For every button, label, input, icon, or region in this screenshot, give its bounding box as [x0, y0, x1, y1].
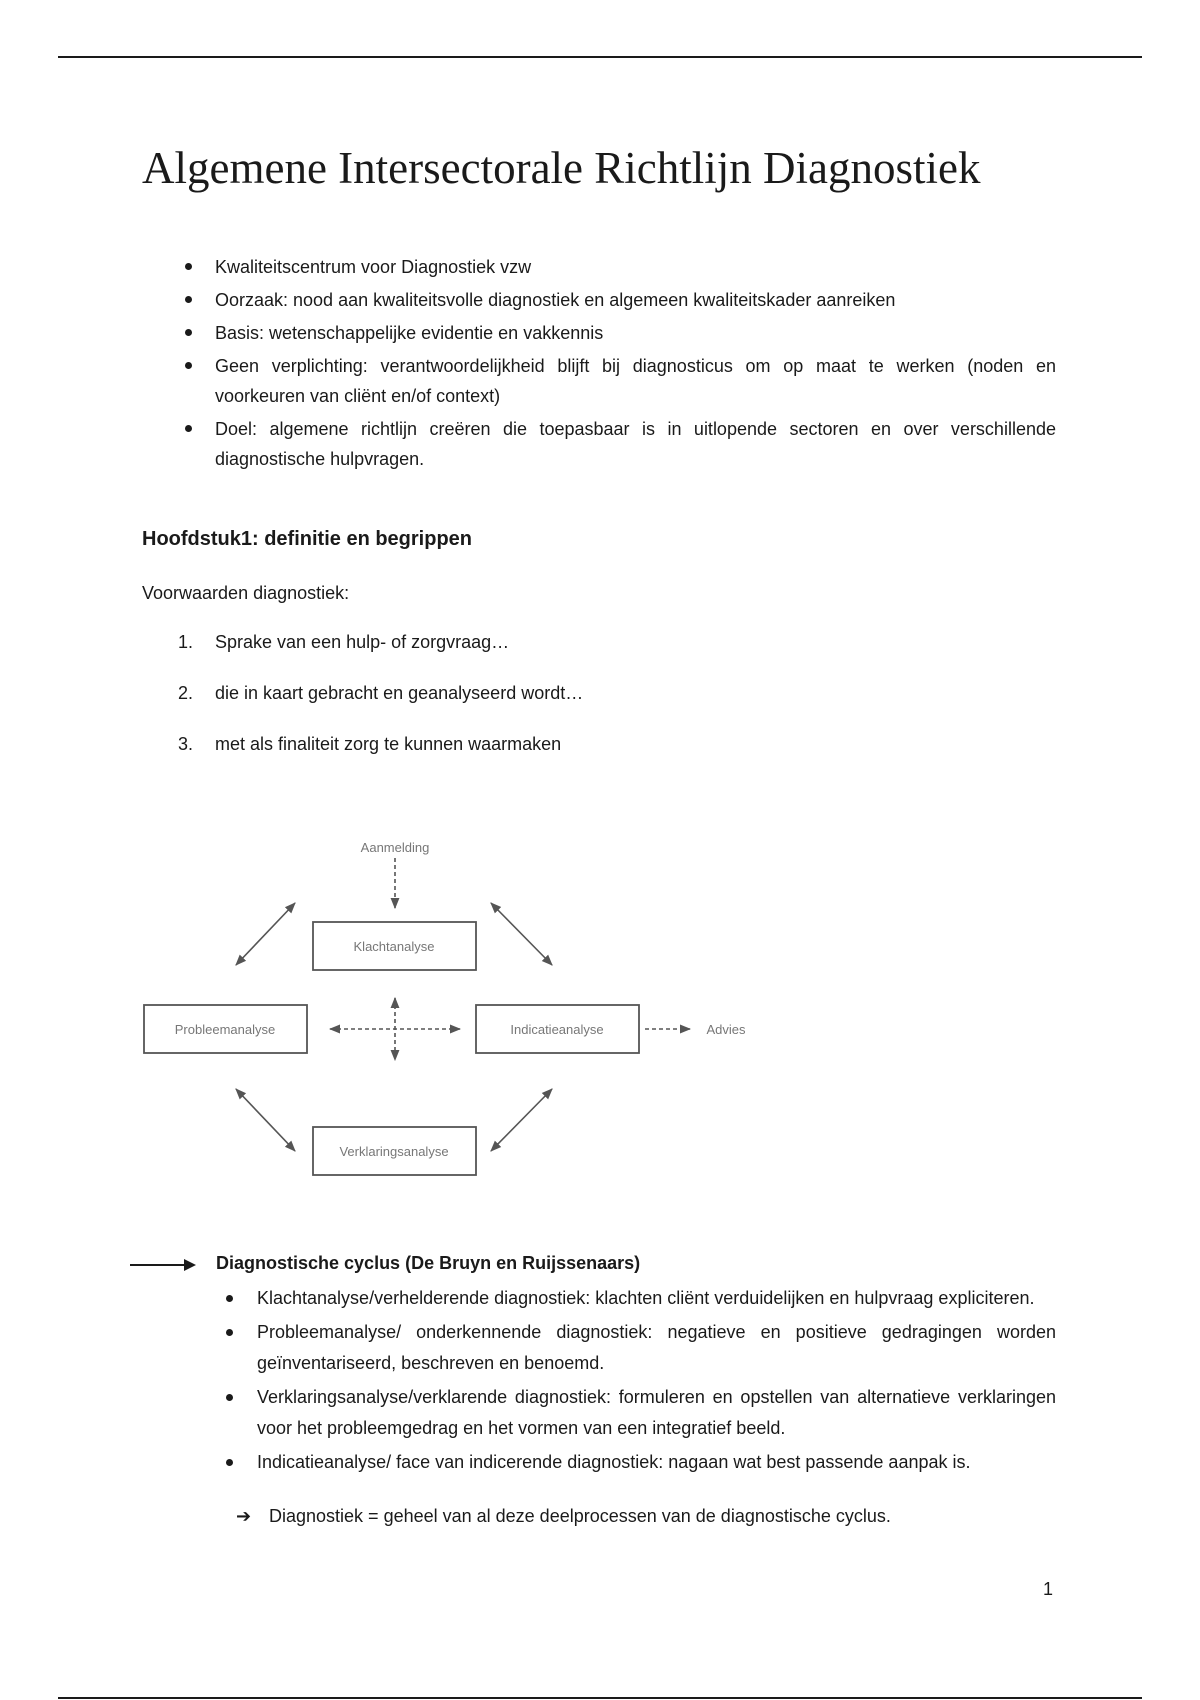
intro-bullet-list — [142, 252, 1056, 477]
arrow-explanation-indication — [491, 1089, 552, 1151]
arrow-complaint-problem — [236, 903, 295, 965]
list-item: Geen verplichting: verantwoordelijkheid blijft bij diagnosticus om op maat te werken (noden en voorkeuren van cliënt en/of context) — [142, 351, 1056, 411]
arrow-complaint-indication — [491, 903, 552, 965]
page-number: 1 — [1043, 1579, 1054, 1599]
arrow-right-icon — [128, 1253, 200, 1277]
list-item — [142, 632, 1042, 683]
list-item-text: Sprake van een hulp- of zorgvraag… — [215, 632, 510, 652]
cycle-heading-row — [128, 1253, 1028, 1277]
intake-label: Aanmelding — [360, 840, 430, 855]
list-number: 2. — [178, 683, 194, 703]
list-item: Basis: wetenschappelijke evidentie en vakkennis — [142, 318, 1056, 348]
arrow-problem-explanation — [236, 1089, 295, 1151]
conclusion-line — [236, 1506, 891, 1527]
footer-rule — [58, 1697, 1142, 1699]
header-rule — [58, 56, 1142, 58]
list-item: Oorzaak: nood aan kwaliteitsvolle diagnostiek en algemeen kwaliteitskader aanreiken — [142, 285, 1056, 315]
list-item-text: met als finaliteit zorg te kunnen waarmaken — [215, 734, 562, 754]
list-item: Verklaringsanalyse/verklarende diagnostiek: formuleren en opstellen van alternatieve verklaringen voor het probleemgedrag en het vormen van een integratief beeld. — [142, 1382, 1056, 1444]
cycle-bullet-list — [142, 1283, 1056, 1481]
page-title: Algemene Intersectorale Richtlijn Diagnostiek — [142, 143, 981, 193]
conditions-list — [142, 632, 1042, 785]
diagnostic-cycle-diagram — [140, 830, 760, 1190]
list-number: 1. — [178, 632, 194, 652]
list-item: Klachtanalyse/verhelderende diagnostiek: klachten cliënt verduidelijken en hulpvraag expliciteren. — [142, 1283, 1056, 1314]
indication-analysis-label: Indicatieanalyse — [510, 1022, 604, 1037]
chapter-heading: Hoofdstuk1: definitie en begrippen — [142, 528, 473, 550]
list-item: Indicatieanalyse/ face van indicerende diagnostiek: nagaan wat best passende aanpak is. — [142, 1447, 1056, 1478]
list-item: Probleemanalyse/ onderkennende diagnostiek: negatieve en positieve gedragingen worden geïnventariseerd, beschreven en benoemd. — [142, 1317, 1056, 1379]
list-item — [142, 683, 1042, 734]
list-item: Kwaliteitscentrum voor Diagnostiek vzw — [142, 252, 1056, 282]
list-item: Doel: algemene richtlijn creëren die toepasbaar is in uitlopende sectoren en over verschillende diagnostische hulpvragen. — [142, 414, 1056, 474]
cycle-heading: Diagnostische cyclus (De Bruyn en Ruijssenaars) — [216, 1253, 641, 1273]
list-item-text: die in kaart gebracht en geanalyseerd wordt… — [215, 683, 584, 703]
list-item — [142, 734, 1042, 785]
explanation-analysis-label: Verklaringsanalyse — [339, 1144, 449, 1159]
problem-analysis-label: Probleemanalyse — [174, 1022, 276, 1037]
conclusion-text: Diagnostiek = geheel van al deze deelprocessen van de diagnostische cyclus. — [269, 1506, 891, 1526]
complaint-analysis-label: Klachtanalyse — [353, 939, 435, 954]
list-number: 3. — [178, 734, 194, 754]
arrow-icon: ➔ — [236, 1506, 252, 1526]
advice-label: Advies — [706, 1022, 746, 1037]
conditions-label: Voorwaarden diagnostiek: — [142, 583, 350, 603]
